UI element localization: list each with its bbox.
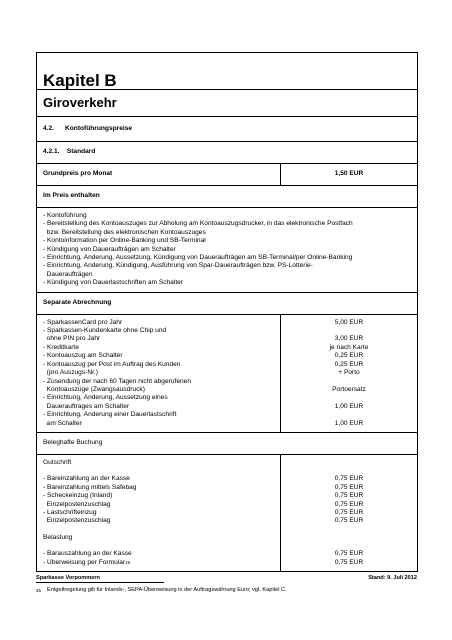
subsubsection-number: 4.2.1.: [43, 148, 60, 156]
belastung-item-value: 0,75 EUR: [334, 558, 364, 566]
document-page: [36, 52, 417, 581]
grundpreis-value: 1,50 EUR: [281, 164, 418, 186]
separate-item-label: (pro Auszugs-Nr.): [43, 369, 98, 377]
separate-item-value: 0,25 EUR: [334, 360, 364, 368]
subsection-number: 4.2.: [43, 124, 54, 132]
gutschrift-item-label: - Bareinzahlung an der Kasse: [43, 475, 130, 483]
separate-item-value: je nach Karte: [329, 343, 369, 351]
belastung-item-label: - Barauszahlung an der Kasse: [43, 550, 132, 558]
gutschrift-item-label: - Lastschrifteinzug: [43, 508, 97, 516]
separate-item-label: - Kontoauszug per Post im Auftrag des Kunden: [43, 360, 181, 368]
belastung-item-label: - Überweisung per Formular$^{25}$: [43, 558, 131, 566]
gutschrift-item-value: 0,75 EUR: [334, 517, 364, 525]
gutschrift-item-label: - Scheckeinzug (Inland): [43, 492, 113, 500]
separate-item-value: 1,00 EUR: [334, 402, 364, 410]
grundpreis-label: Grundpreis pro Monat: [37, 164, 281, 186]
included-item: Daueraufträgen: [43, 270, 93, 278]
separate-item-label: - Kreditkarte: [43, 343, 79, 351]
gutschrift-item-value: 0,75 EUR: [334, 500, 364, 508]
included-item: - Einrichtung, Änderung, Kündigung, Ausführung von Spar-Daueraufträgen bzw. PS-Lotterie-: [43, 262, 313, 270]
separate-item-value: 0,25 EUR: [334, 352, 364, 360]
included-item: - Kontoführung: [43, 212, 87, 219]
separate-item-label: - Zusendung der nach 60 Tagen nicht abgerufenen: [43, 377, 191, 385]
footer-right: Stand: 9. Juli 2012: [368, 575, 417, 581]
included-item: - Kündigung von Dauerlastschriften am Schalter: [43, 279, 184, 287]
separate-heading: Separate Abrechnung: [37, 292, 418, 314]
separate-item-value: [287, 411, 411, 419]
subsection-heading: [37, 117, 418, 142]
belastung-title: Belastung: [43, 533, 73, 541]
included-list: [37, 208, 418, 293]
subsection-title: Kontoführungspreise: [65, 124, 133, 132]
gutschrift-item-value: 0,75 EUR: [334, 475, 364, 483]
included-heading: Im Preis enthalten: [37, 186, 418, 208]
included-item: bzw. Bereitstellung des elektronischen Kontoauszuges: [43, 228, 206, 236]
subsubsection-heading: [37, 142, 418, 164]
gutschrift-title: Gutschrift: [43, 458, 72, 466]
footnote-reference: 25: [125, 559, 131, 565]
separate-item-value: [287, 327, 411, 335]
separate-item-label: ohne PIN pro Jahr: [43, 335, 101, 343]
included-item: - Bereitstellung des Kontoauszuges zur Abholung am Kontoauszugsdrucker, in das elektronische Postfach: [43, 220, 353, 228]
beleg-values: [281, 454, 418, 571]
separate-item-value: 1,00 EUR: [334, 419, 364, 427]
price-table: [36, 52, 418, 572]
separate-values: [281, 314, 418, 432]
separate-item-label: Dauerauftrages am Schalter: [43, 402, 130, 410]
separate-item-label: - Einrichtung, Änderung, Aussetzung eines: [43, 394, 168, 402]
separate-item-label: Kontoauszüge (Zwangsausdruck): [43, 385, 145, 393]
footnote: [36, 587, 287, 594]
page-footer: [36, 575, 417, 581]
gutschrift-item-value: 0,75 EUR: [334, 492, 364, 500]
beleg-labels: [37, 454, 281, 571]
chapter-title: Kapitel B: [37, 53, 418, 90]
separate-item-label: - SparkassenCard pro Jahr: [43, 318, 123, 326]
gutschrift-item-label: Einzelpostenzuschlag: [43, 517, 111, 525]
separate-item-label: - Sparkassen-Kundenkarte ohne Chip und: [43, 327, 167, 335]
separate-item-value: 5,00 EUR: [334, 318, 364, 326]
separate-item-value: + Porto: [338, 369, 360, 377]
included-item: - Einrichtung, Änderung, Aussetzung, Kündigung von Daueraufträgen am SB-Terminal/per Online-Banking: [43, 254, 353, 262]
gutschrift-item-label: - Bareinzahlung mittels Safebag: [43, 483, 137, 491]
separate-item-label: - Kontoauszug am Schalter: [43, 352, 123, 360]
separate-item-label: am Schalter: [43, 419, 82, 427]
belastung-item-value: 0,75 EUR: [334, 550, 364, 558]
separate-item-value: [287, 394, 411, 402]
gutschrift-item-label: Einzelpostenzuschlag: [43, 500, 111, 508]
separate-item-value: 3,00 EUR: [334, 335, 364, 343]
footnote-rule: [36, 582, 164, 583]
subsubsection-title: Standard: [66, 148, 96, 156]
gutschrift-item-value: 0,75 EUR: [334, 483, 364, 491]
included-item: - Kontoinformation per Online-Banking und SB-Terminal: [43, 237, 206, 245]
section-title: Giroverkehr: [37, 90, 418, 117]
footnote-number: 25: [36, 588, 42, 593]
separate-item-label: - Einrichtung, Änderung einer Dauerlastschrift: [43, 411, 177, 419]
footnote-text: Entgeltregelung gilt für Inlands-, SEPA-Überweisung in der Auftragswährung Euro; vgl. Kapitel C.: [47, 587, 287, 593]
beleg-heading: Beleghafte Buchung: [37, 432, 418, 454]
included-item: - Kündigung von Daueraufträgen am Schalter: [43, 245, 176, 253]
footer-left: Sparkasse Vorpommern: [36, 575, 100, 581]
separate-item-value: [287, 378, 411, 386]
separate-item-value: Portoersatz: [332, 385, 366, 393]
separate-labels: [37, 314, 281, 432]
gutschrift-item-value: 0,75 EUR: [334, 508, 364, 516]
